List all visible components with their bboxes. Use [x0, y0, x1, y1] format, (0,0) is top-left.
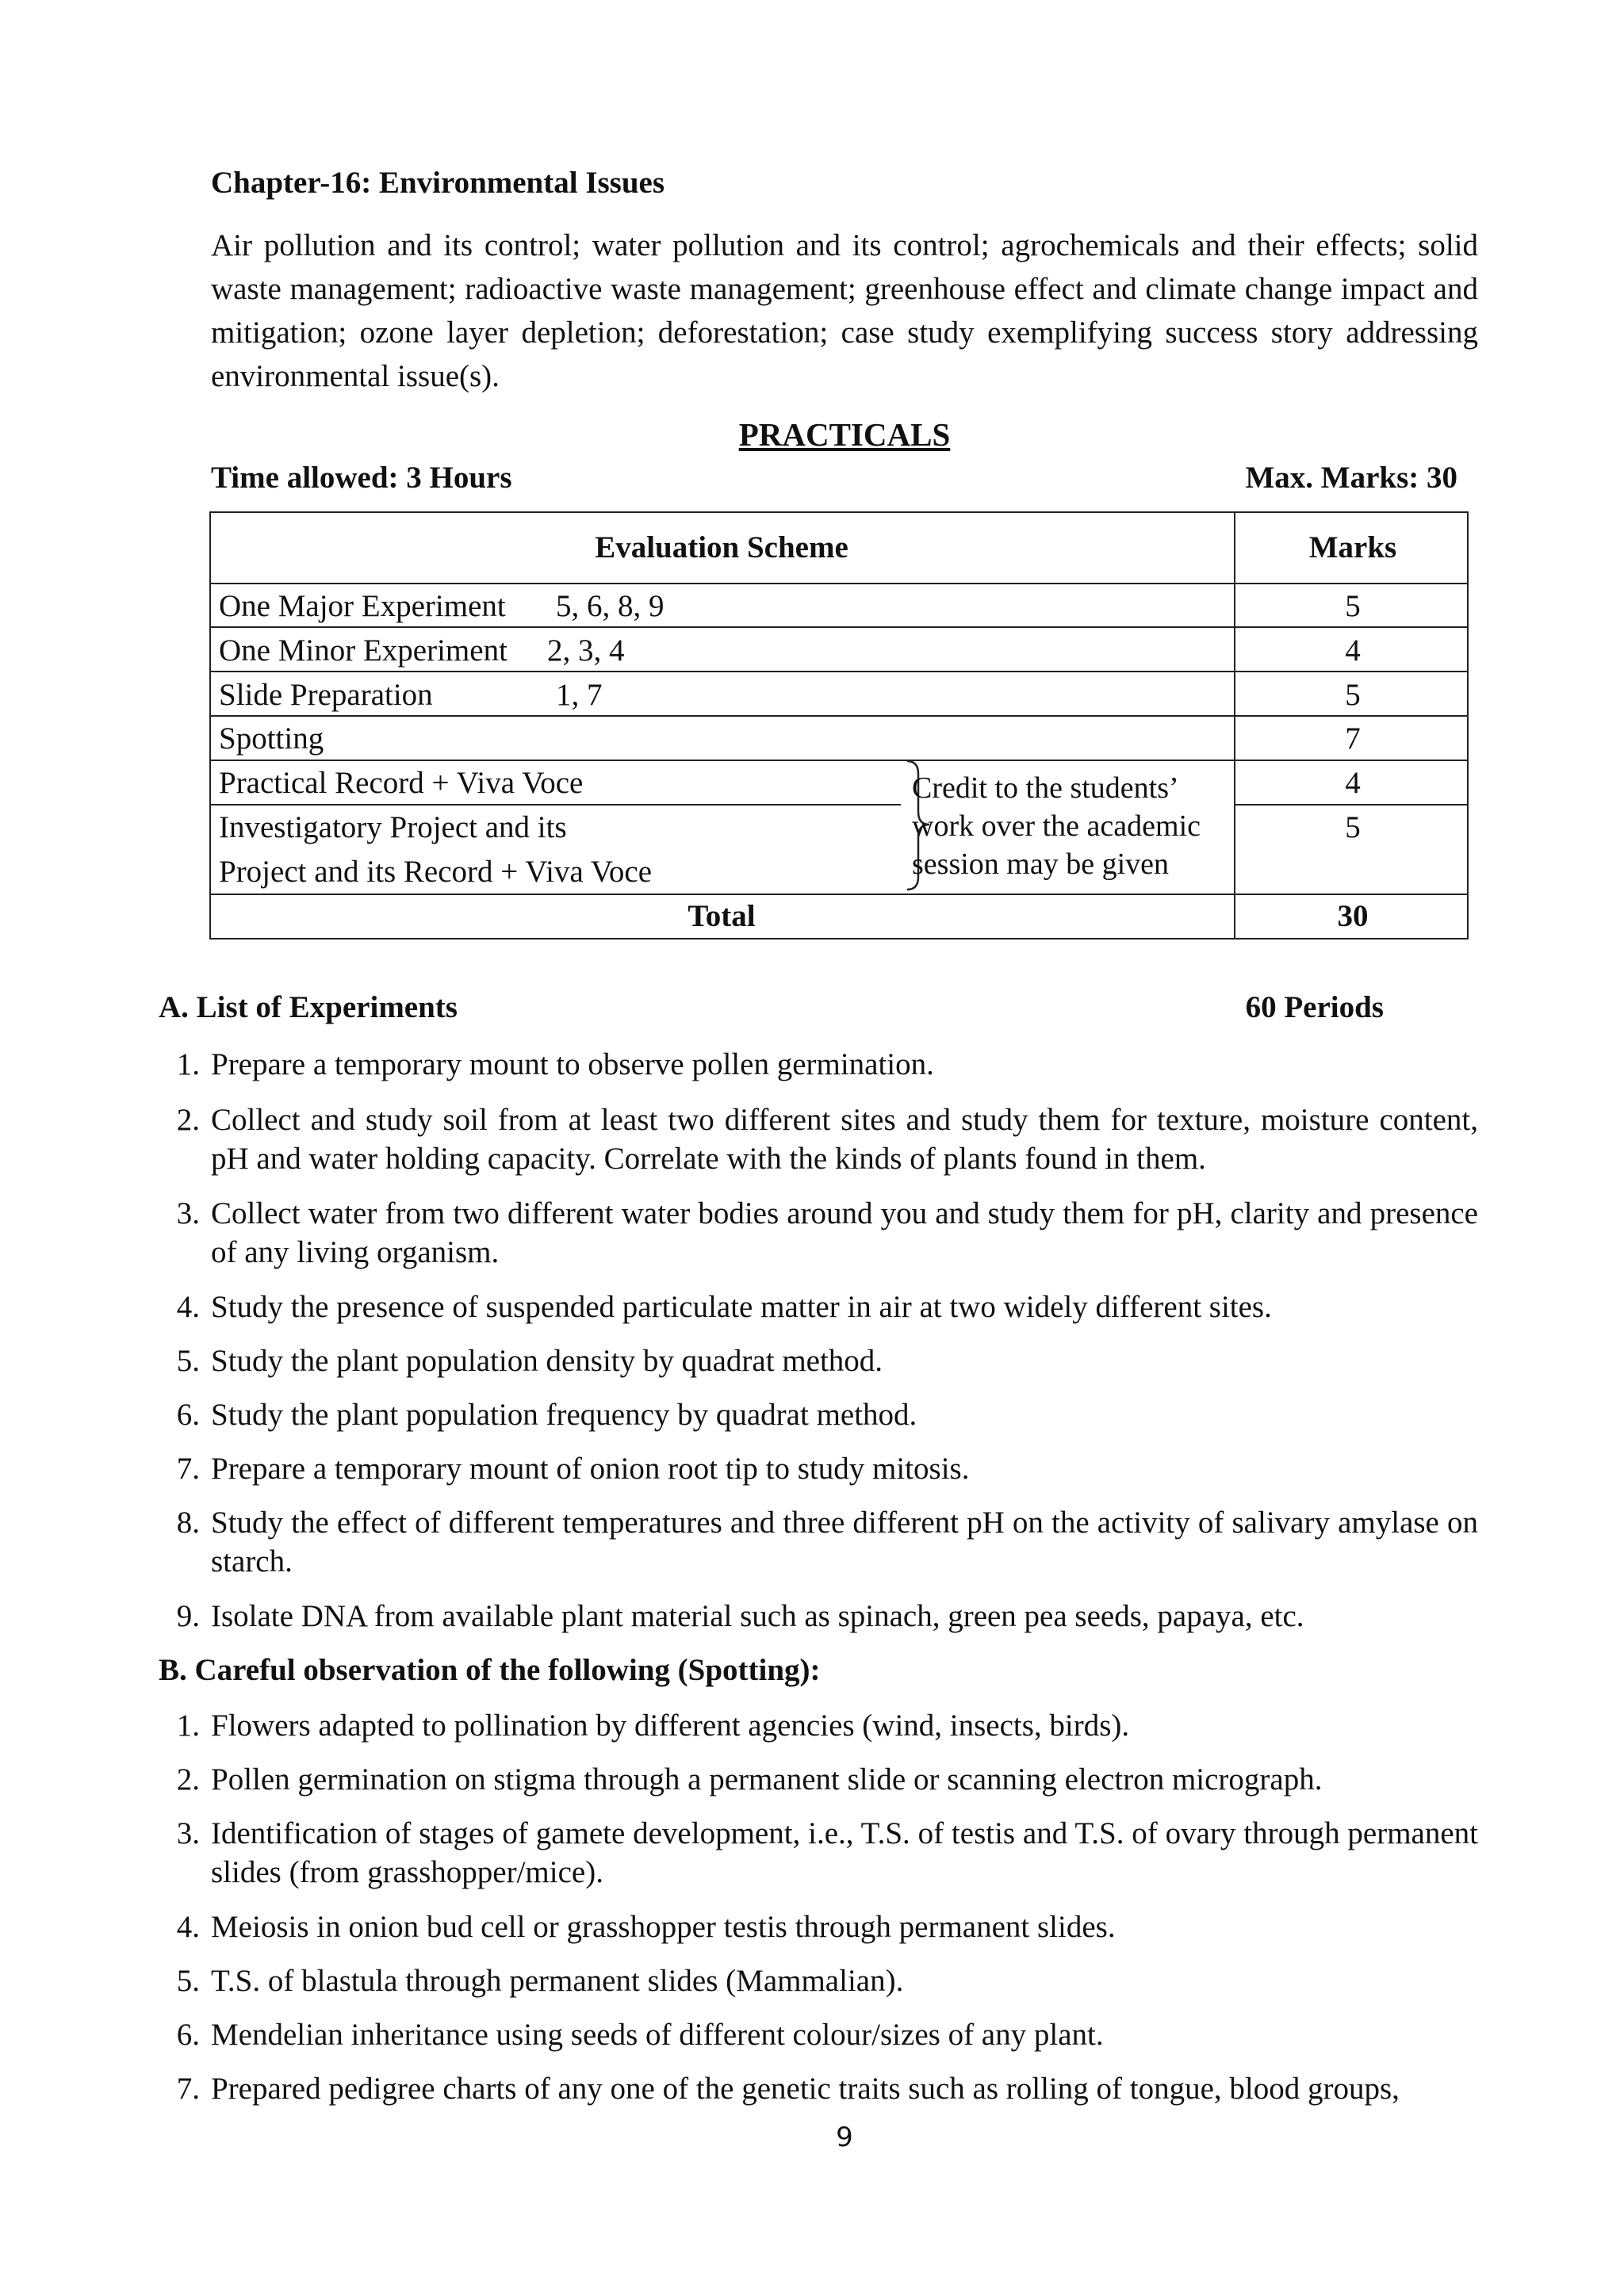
list-text: Collect water from two different water bodies around you and study them for pH, clarity and presence of any living organism. [211, 1196, 1478, 1269]
list-text: Prepare a temporary mount to observe pollen germination. [211, 1047, 934, 1081]
page-number: 9 [836, 2122, 853, 2153]
list-text: Prepared pedigree charts of any one of the genetic traits such as rolling of tongue, blood groups, [211, 2072, 1400, 2106]
list-text: Study the effect of different temperatures and three different pH on the activity of salivary amylase on starch. [211, 1506, 1478, 1578]
list-item [159, 2015, 1478, 2054]
list-text: Study the plant population density by quadrat method. [211, 1344, 883, 1378]
list-item [159, 1395, 1478, 1434]
list-text: Prepare a temporary mount of onion root tip to study mitosis. [211, 1452, 970, 1486]
list-item [159, 1194, 1478, 1272]
list-item [159, 2069, 1478, 2108]
list-text: Identification of stages of gamete development, i.e., T.S. of testis and T.S. of ovary through permanent slides (from grasshopper/mice). [211, 1816, 1478, 1889]
list-number: 6. [176, 2018, 200, 2052]
list-number: 1. [176, 1709, 200, 1743]
list-number: 2. [176, 1762, 200, 1797]
row-marks: 7 [1345, 721, 1361, 756]
list-text: Study the presence of suspended particulate matter in air at two widely different sites. [211, 1290, 1272, 1324]
chapter-paragraph: Air pollution and its control; water pollution and its control; agrochemicals and their effects; solid waste management; radioactive waste management; greenhouse effect and climate change impact and mitigation; ozone layer depletion; deforestation; case study exemplifying success story addressing environmental issue(s). [211, 228, 1478, 393]
list-number: 8. [176, 1506, 200, 1540]
row-marks: 4 [1345, 766, 1361, 800]
list-number: 3. [176, 1816, 200, 1850]
list-text: Study the plant population frequency by quadrat method. [211, 1398, 917, 1432]
list-text: Mendelian inheritance using seeds of different colour/sizes of any plant. [211, 2018, 1104, 2052]
list-item [159, 1100, 1478, 1178]
list-number: 1. [176, 1047, 200, 1081]
table-border-left [209, 511, 211, 939]
list-item [159, 1961, 1478, 2000]
row-label: One Minor Experiment [219, 633, 508, 668]
max-marks: Max. Marks: 30 [1245, 461, 1457, 495]
row-label: Project and its Record + Viva Voce [219, 855, 653, 889]
total-label: Total [688, 899, 756, 933]
row-label: One Major Experiment [219, 589, 506, 623]
list-item [159, 1288, 1478, 1326]
header-evaluation-scheme: Evaluation Scheme [595, 530, 848, 564]
list-text: Collect and study soil from at least two different sites and study them for texture, moisture content, pH and water holding capacity. Correlate with the kinds of plants found in them. [211, 1103, 1478, 1176]
chapter-title: Chapter-16: Environmental Issues [211, 166, 665, 200]
list-number: 7. [176, 2072, 200, 2106]
list-number: 3. [176, 1196, 200, 1230]
section-a-periods: 60 Periods [1245, 990, 1384, 1024]
time-allowed: Time allowed: 3 Hours [211, 461, 512, 495]
list-text: Pollen germination on stigma through a permanent slide or scanning electron micrograph. [211, 1762, 1323, 1797]
list-item [159, 1814, 1478, 1892]
list-text: Isolate DNA from available plant material such as spinach, green pea seeds, papaya, etc. [211, 1599, 1304, 1633]
section-a-heading: A. List of Experiments [159, 990, 458, 1024]
row-marks: 4 [1345, 633, 1361, 668]
list-text: Meiosis in onion bud cell or grasshopper testis through permanent slides. [211, 1910, 1116, 1944]
credit-note-line: work over the academic [912, 809, 1201, 843]
row-marks: 5 [1345, 678, 1361, 712]
evaluation-table [209, 511, 1469, 939]
row-label: Spotting [219, 721, 324, 756]
section-b-heading: B. Careful observation of the following (Spotting): [159, 1653, 821, 1687]
list-number: 7. [176, 1452, 200, 1486]
list-text: Flowers adapted to pollination by different agencies (wind, insects, birds). [211, 1709, 1130, 1743]
list-item [159, 1503, 1478, 1581]
row-items: 1, 7 [556, 678, 603, 712]
practicals-heading: PRACTICALS [738, 416, 951, 453]
row-label: Practical Record + Viva Voce [219, 766, 584, 800]
credit-note-line: Credit to the students’ [912, 771, 1179, 805]
list-number: 9. [176, 1599, 200, 1633]
row-label: Slide Preparation [219, 678, 433, 712]
list-number: 6. [176, 1398, 200, 1432]
list-item [159, 1449, 1478, 1488]
row-items: 2, 3, 4 [547, 633, 625, 668]
list-number: 4. [176, 1290, 200, 1324]
table-border-top [209, 511, 1469, 513]
list-text: T.S. of blastula through permanent slides (Mammalian). [211, 1964, 904, 1998]
row-marks: 5 [1345, 810, 1361, 844]
list-number: 5. [176, 1344, 200, 1378]
list-item [159, 1760, 1478, 1799]
row-items: 5, 6, 8, 9 [556, 589, 665, 623]
list-item [159, 1597, 1478, 1636]
total-marks: 30 [1337, 899, 1369, 933]
list-number: 4. [176, 1910, 200, 1944]
header-marks: Marks [1308, 530, 1397, 564]
list-item [159, 1045, 1478, 1084]
list-item [159, 1706, 1478, 1745]
list-item [159, 1908, 1478, 1946]
list-item [159, 1341, 1478, 1380]
list-number: 2. [176, 1103, 200, 1137]
list-number: 5. [176, 1964, 200, 1998]
credit-note-line: session may be given [912, 848, 1170, 881]
row-marks: 5 [1345, 589, 1361, 623]
row-label: Investigatory Project and its [219, 810, 567, 844]
